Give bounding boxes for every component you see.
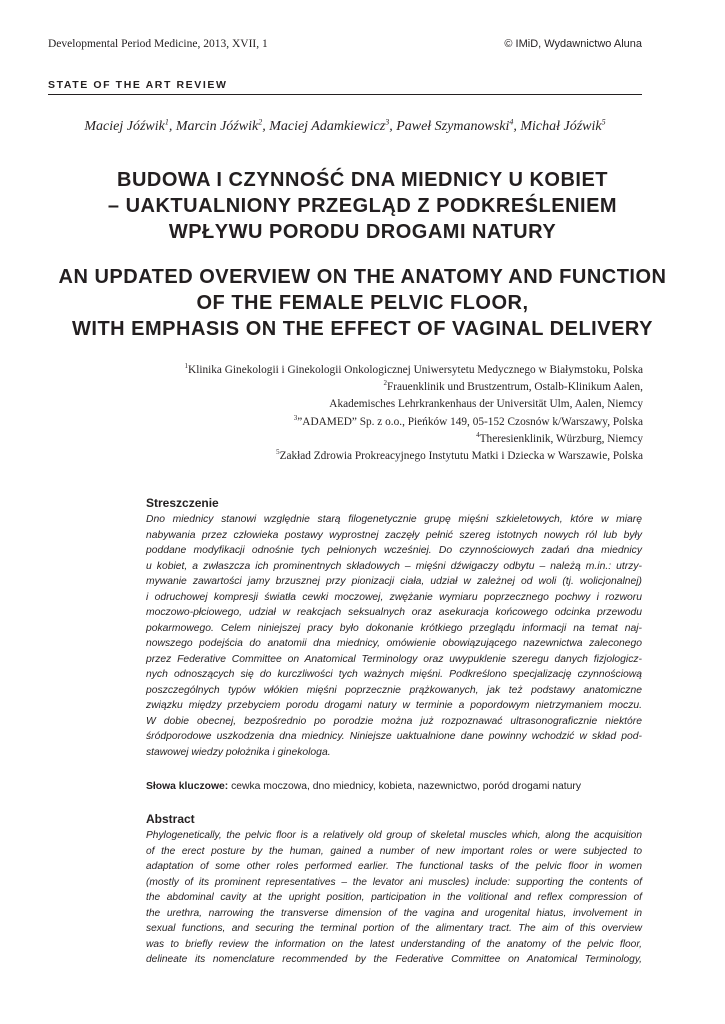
affiliation-line [185, 379, 643, 396]
streszczenie-heading: Streszczenie [146, 496, 219, 510]
affiliation-line [185, 396, 643, 413]
running-header [48, 38, 642, 54]
body-line: śródporodowe uszkodzenia dna miednicy. Niniejsze uaktualnione dane powinny wchodzić w skład pod- [146, 731, 642, 742]
affiliation-text: Frauenklinik und Brustzentrum, Ostalb-Klinikum Aalen, [386, 381, 643, 394]
affiliation-marker: 1 [184, 362, 189, 371]
abstract-heading: Abstract [146, 812, 195, 826]
body-line: sexual functions, and securing the terminal portion of the alimentary tract. The aim of this overview [146, 923, 642, 934]
author-name: Maciej Jóźwik [84, 119, 165, 134]
title-line: WPŁYWU PORODU DROGAMI NATURY [168, 221, 557, 243]
body-line: i odruchowej kompresji światła cewki moczowej, zwężanie wymiaru poprzecznego pochwy i rozworu [146, 591, 642, 603]
journal-citation: Developmental Period Medicine, 2013, XVII, 1 [48, 38, 268, 50]
title-line: AN UPDATED OVERVIEW ON THE ANATOMY AND FUNCTION [58, 266, 667, 288]
abstract-section [146, 812, 642, 968]
author-affiliation-marker: 5 [601, 117, 606, 127]
section-label: STATE OF THE ART REVIEW [48, 79, 228, 91]
body-line: związku między przebyciem porodu drogami natury w terminie a popordowym nietrzymaniem moczu. [146, 700, 642, 711]
affiliation-line [185, 362, 643, 379]
affiliation-text: Theresienklinik, Würzburg, Niemcy [479, 432, 643, 445]
body-line: Dno miednicy stanowi względnie starą filogenetycznie grupę mięśni szkieletowych, które w miarę [146, 514, 642, 525]
affiliation-text: Klinika Ginekologii i Ginekologii Onkologicznej Uniwersytetu Medycznego w Białymstoku, Polska [188, 364, 643, 376]
copyright-notice: © IMiD, Wydawnictwo Aluna [504, 38, 642, 50]
title-english [48, 264, 677, 342]
body-line: pokarmowego. Celem niniejszej pracy było dokonanie krótkiego przeglądu informacji na temat naj- [146, 622, 642, 634]
body-line: u kobiet, a zwłaszcza ich prominentnych składowych – mięśni dźwigaczy odbytu – należą m.in.: utrzy- [146, 560, 642, 572]
affiliations [185, 362, 643, 465]
author-affiliation-marker: 1 [164, 117, 169, 127]
body-line: nowszego podejścia do anatomii dna miednicy, omówienie obowiązującego nazewnictwa zaleconego [146, 638, 642, 649]
body-line: of the erect posture by the human, gained a number of new important roles or were subjected to [146, 845, 642, 857]
author-separator: , [513, 119, 521, 134]
body-line: was to briefly review the information on the latest understanding of the anatomy of the pelvic floor, [146, 938, 642, 950]
author-separator: , [389, 119, 397, 134]
author-name: Marcin Jóźwik [175, 119, 259, 134]
author-list [48, 119, 642, 135]
affiliation-marker: 5 [276, 448, 280, 457]
author-name: Maciej Adamkiewicz [269, 119, 386, 134]
streszczenie-section [146, 496, 642, 794]
title-line: – UAKTUALNIONY PRZEGLĄD Z PODKREŚLENIEM [107, 195, 618, 217]
affiliation-marker: 3 [293, 413, 298, 422]
body-line: the urethra, narrowing the transverse dimension of the vagina and urogenital hiatus, involvement in [146, 907, 642, 919]
author-affiliation-marker: 2 [258, 117, 263, 127]
author-separator: , [262, 119, 270, 134]
affiliation-text: Zakład Zdrowia Prokreacyjnego Instytutu Matki i Dziecka w Warszawie, Polska [279, 450, 643, 463]
streszczenie-body [146, 512, 642, 760]
body-line: delineate its nomenclature recommended by the Federative Committee on Anatomical Terminology, [146, 954, 642, 965]
author-name: Paweł Szymanowski [396, 119, 510, 134]
title-line: OF THE FEMALE PELVIC FLOOR, [196, 292, 529, 314]
keywords-label: Słowa kluczowe: [146, 781, 229, 792]
body-line: mywanie zawartości jamy brzusznej przy pionizacji ciała, udział w zależnej od woli (tj. wolicjonalnej) [146, 576, 642, 587]
body-line: Phylogenetically, the pelvic floor is a relatively old group of skeletal muscles which, along the acquisition [146, 830, 642, 841]
body-line: przez Federative Committee on Anatomical Terminology oraz uwypuklenie szeregu danych fizjologicz- [146, 653, 642, 665]
title-line: BUDOWA I CZYNNOŚĆ DNA MIEDNICY U KOBIET [117, 169, 608, 191]
affiliation-text: ”ADAMED” Sp. z o.o., Pieńków 149, 05-152 Czosnów k/Warszawy, Polska [297, 415, 643, 428]
body-line: W dobie obecnej, bezpośrednio po porodzie można już rozpoznawać ultrasonograficznie niektóre [146, 715, 642, 727]
affiliation-marker: 4 [476, 431, 480, 440]
title-line: WITH EMPHASIS ON THE EFFECT OF VAGINAL DELIVERY [72, 318, 653, 340]
author-affiliation-marker: 4 [509, 117, 514, 127]
body-line: poddane modyfikacji odnośnie tych pełnionych wcześniej. Do czynnościowych zadań dna miednicy [146, 545, 642, 556]
title-polish [48, 167, 677, 245]
affiliation-line [185, 431, 643, 448]
body-line: stawowej wiedzy położnika i ginekologa. [146, 746, 331, 758]
body-line: moczowo-płciowego, udział w reakcjach seksualnych oraz asekuracja końcowego odcinka przewodu [146, 607, 642, 618]
affiliation-line [185, 414, 643, 431]
body-line: nabywania przez człowieka postawy wyprostnej zaczęły pełnić szereg istotnych nowych ról lub były [146, 529, 642, 541]
body-line: nych odnoszących się do kurczliwości tych ważnych mięśni. Podkreślono specjalizację czynnościową [146, 669, 642, 680]
keywords-line [146, 779, 642, 794]
author-name: Michał Jóźwik [520, 119, 602, 134]
affiliation-line [185, 448, 643, 465]
abstract-body [146, 828, 642, 968]
affiliation-marker: 2 [383, 379, 387, 388]
keywords-text: cewka moczowa, dno miednicy, kobieta, nazewnictwo, poród drogami natury [231, 781, 582, 792]
author-separator: , [168, 119, 176, 134]
body-line: the abdominal cavity at the upright position, participation in the volitional and reflex compression of [146, 892, 642, 903]
body-line: (mostly of its prominent representatives – the levator ani muscles) include: supporting the contents of [146, 876, 642, 888]
body-line: adaptation of some other roles performed earlier. The functional tasks of the pelvic floor in women [146, 861, 642, 872]
author-affiliation-marker: 3 [385, 117, 390, 127]
body-line: poszczególnych typów włókien mięśni poprzecznie prążkowanych, jak też podstawy anatomiczne [146, 684, 642, 696]
section-divider [48, 94, 642, 95]
affiliation-text: Akademisches Lehrkrankenhaus der Universität Ulm, Aalen, Niemcy [329, 398, 643, 411]
